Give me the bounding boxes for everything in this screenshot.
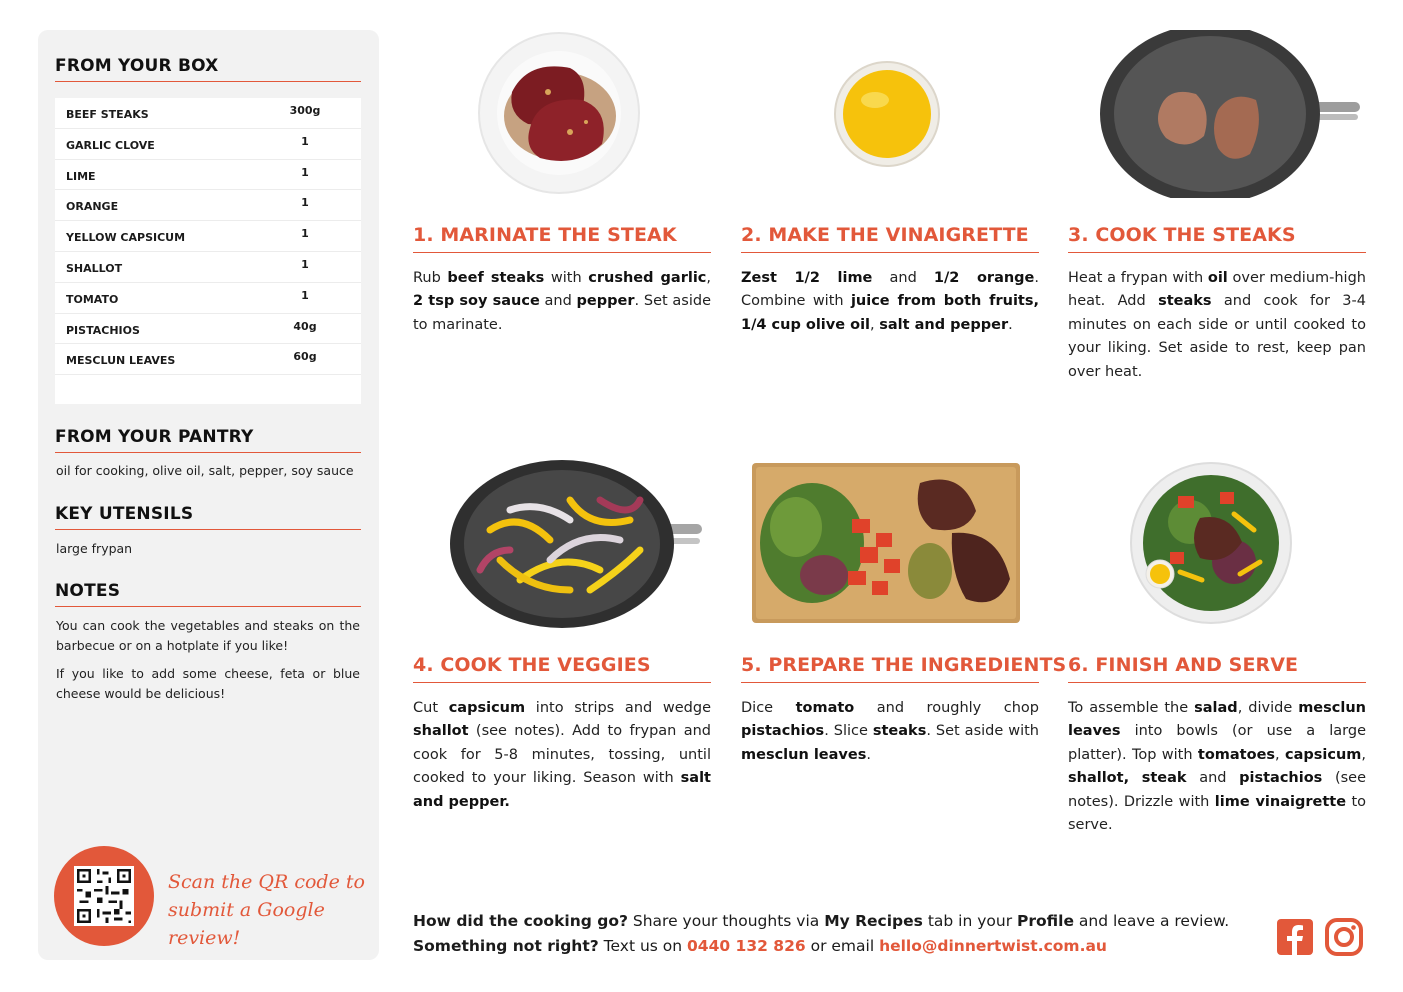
notes-paragraph-2: If you like to add some cheese, feta or blue cheese would be delicious! xyxy=(56,666,360,701)
ingredient-name: SHALLOT xyxy=(66,261,123,275)
ingredient-name: YELLOW CAPSICUM xyxy=(66,231,186,245)
highlighted-text: capsicum xyxy=(448,700,526,716)
utensils-title: KEY UTENSILS xyxy=(55,504,361,530)
instruction-text: (see notes). Drizzle with xyxy=(1068,770,1367,810)
box-ingredient-row xyxy=(55,98,361,129)
step-2-title: 2. MAKE THE VINAIGRETTE xyxy=(741,224,1039,253)
instruction-text: , xyxy=(1361,746,1366,763)
ingredient-quantity: 1 xyxy=(301,227,309,241)
instruction-text: (see notes). Add to frypan and cook for 5-8 minutes, tossing, until cooked to your liking. Season with xyxy=(413,723,711,787)
instruction-text: . Slice xyxy=(824,723,873,740)
highlighted-text: salt and pepper. xyxy=(413,770,711,810)
qr-caption xyxy=(168,868,368,952)
box-ingredient-row xyxy=(55,160,361,191)
feedback-text: and leave a review. xyxy=(1073,912,1230,930)
highlighted-text: steak xyxy=(1141,770,1187,787)
instruction-text: , divide xyxy=(1237,700,1299,716)
contact-text: or email xyxy=(805,937,880,955)
step-2-instructions xyxy=(741,267,1039,337)
chopping-board-image xyxy=(752,463,1020,625)
box-ingredient-row xyxy=(55,283,361,314)
instruction-text: . Set aside with xyxy=(926,723,1039,740)
highlighted-text: shallot xyxy=(413,723,469,740)
highlighted-text: oil xyxy=(1207,270,1228,286)
box-title: FROM YOUR BOX xyxy=(55,56,361,82)
box-ingredient-row xyxy=(55,252,361,283)
instruction-text: . Set aside to marinate. xyxy=(413,293,712,333)
highlighted-text: juice from both fruits, 1/4 cup olive oil xyxy=(741,293,1039,333)
ingredient-quantity: 60g xyxy=(293,350,317,364)
salad-bowl-image xyxy=(1130,462,1292,624)
facebook-icon[interactable] xyxy=(1276,918,1314,956)
feedback-line xyxy=(413,909,1233,934)
box-ingredient-row xyxy=(55,129,361,160)
step-1-title: 1. MARINATE THE STEAK xyxy=(413,224,711,253)
instruction-text: and xyxy=(872,270,934,286)
instruction-text: , xyxy=(1275,746,1285,763)
ingredient-quantity: 1 xyxy=(301,165,309,179)
veggies-in-pan-image xyxy=(450,460,702,628)
qr-caption-line-2: submit a Google review! xyxy=(168,899,325,949)
highlighted-text: tomatoes xyxy=(1197,746,1276,763)
utensils-text: large frypan xyxy=(56,541,133,556)
box-ingredient-row xyxy=(55,344,361,375)
qr-code-badge[interactable] xyxy=(54,846,154,946)
ingredient-name: ORANGE xyxy=(66,200,119,214)
ingredient-name: GARLIC CLOVE xyxy=(66,138,155,152)
instruction-text: and roughly chop xyxy=(854,700,1039,716)
instruction-text: Rub xyxy=(413,270,448,286)
step-4-instructions xyxy=(413,697,711,814)
highlighted-text: beef steaks xyxy=(447,270,545,286)
pantry-text: oil for cooking, olive oil, salt, pepper, soy sauce xyxy=(56,463,354,478)
step-5-instructions xyxy=(741,697,1039,767)
profile-label: Profile xyxy=(1017,912,1074,930)
highlighted-text: crushed garlic xyxy=(588,270,707,286)
highlighted-text: steaks xyxy=(872,723,927,740)
instruction-text xyxy=(1129,770,1142,786)
ingredient-name: PISTACHIOS xyxy=(66,323,140,337)
highlighted-text: Zest 1/2 lime xyxy=(741,270,873,286)
instruction-text: . xyxy=(866,746,871,763)
instruction-text: and xyxy=(539,293,577,310)
contact-text: Text us on xyxy=(598,937,688,955)
instruction-text: Heat a frypan with xyxy=(1068,270,1208,286)
ingredient-name: MESCLUN LEAVES xyxy=(66,354,176,368)
ingredient-quantity: 1 xyxy=(301,196,309,210)
instruction-text: . xyxy=(1008,316,1013,333)
step-3-title: 3. COOK THE STEAKS xyxy=(1068,224,1366,253)
ingredient-quantity: 1 xyxy=(301,134,309,148)
highlighted-text: 2 tsp soy sauce xyxy=(413,293,540,310)
step-1-instructions xyxy=(413,267,711,337)
feedback-text: tab in your xyxy=(922,912,1018,930)
contact-line xyxy=(413,934,1233,959)
step-3-instructions xyxy=(1068,267,1366,384)
highlighted-text: 1/2 orange xyxy=(933,270,1035,286)
ingredient-quantity: 40g xyxy=(293,319,317,333)
step-6-title: 6. FINISH AND SERVE xyxy=(1068,654,1366,683)
feedback-footer xyxy=(413,909,1233,959)
my-recipes-label: My Recipes xyxy=(824,912,923,930)
instruction-text: into strips and wedge xyxy=(525,700,712,716)
instruction-text: into bowls (or use a large platter). Top with xyxy=(1068,723,1366,763)
instruction-text: To assemble the xyxy=(1068,700,1195,716)
instruction-text: and cook for 3-4 minutes on each side or until cooked to your liking. Set aside to rest, keep pan over heat. xyxy=(1068,293,1366,380)
ingredient-quantity: 300g xyxy=(289,104,321,117)
notes-title: NOTES xyxy=(55,581,361,607)
instruction-text: and xyxy=(1186,770,1240,787)
highlighted-text: lime vinaigrette xyxy=(1214,793,1347,810)
instruction-text: . Combine with xyxy=(741,270,1039,310)
highlighted-text: capsicum xyxy=(1285,746,1362,763)
instruction-text: Dice xyxy=(741,700,796,716)
instruction-text: with xyxy=(544,270,589,286)
step-5-title: 5. PREPARE THE INGREDIENTS xyxy=(741,654,1039,683)
phone-link[interactable]: 0440 132 826 xyxy=(687,937,806,955)
highlighted-text: shallot, xyxy=(1068,770,1130,787)
email-link[interactable]: hello@dinnertwist.com.au xyxy=(879,937,1107,955)
box-ingredient-row xyxy=(55,190,361,221)
ingredient-name: TOMATO xyxy=(66,292,119,306)
highlighted-text: steaks xyxy=(1158,293,1212,310)
notes-paragraph-1: You can cook the vegetables and steaks on the barbecue or on a hotplate if you like! xyxy=(56,618,360,653)
highlighted-text: pepper xyxy=(576,293,635,310)
instruction-text: to serve. xyxy=(1068,793,1366,834)
instagram-icon[interactable] xyxy=(1325,918,1363,956)
box-ingredients-table xyxy=(55,98,361,404)
contact-question: Something not right? xyxy=(413,937,599,955)
highlighted-text: salt and pepper xyxy=(879,316,1009,333)
pantry-title: FROM YOUR PANTRY xyxy=(55,427,361,453)
ingredients-sidebar xyxy=(38,30,379,960)
instruction-text: over medium-high heat. Add xyxy=(1068,270,1366,310)
marinated-steak-plate-image xyxy=(478,32,640,194)
highlighted-text: tomato xyxy=(795,700,855,716)
ingredient-quantity: 1 xyxy=(301,257,309,271)
highlighted-text: mesclun leaves xyxy=(1068,700,1366,740)
ingredient-name: BEEF STEAKS xyxy=(66,108,149,121)
instruction-text: , xyxy=(706,270,711,286)
feedback-text: Share your thoughts via xyxy=(627,912,825,930)
box-ingredient-row xyxy=(55,221,361,252)
step-4-title: 4. COOK THE VEGGIES xyxy=(413,654,711,683)
instruction-text: , xyxy=(870,316,880,333)
vinaigrette-bowl-image xyxy=(833,60,941,168)
box-ingredient-row xyxy=(55,314,361,345)
highlighted-text: mesclun leaves xyxy=(741,746,867,763)
highlighted-text: pistachios xyxy=(741,723,825,740)
highlighted-text: salad xyxy=(1194,700,1238,716)
ingredient-quantity: 1 xyxy=(301,288,309,302)
steaks-in-pan-image xyxy=(1100,30,1360,198)
highlighted-text: pistachios xyxy=(1239,770,1323,787)
ingredient-name: LIME xyxy=(66,169,96,183)
qr-code-icon xyxy=(74,866,134,926)
feedback-question: How did the cooking go? xyxy=(413,912,628,930)
step-6-instructions xyxy=(1068,697,1366,837)
qr-caption-line-1: Scan the QR code to xyxy=(168,871,365,893)
instruction-text: Cut xyxy=(413,700,449,716)
